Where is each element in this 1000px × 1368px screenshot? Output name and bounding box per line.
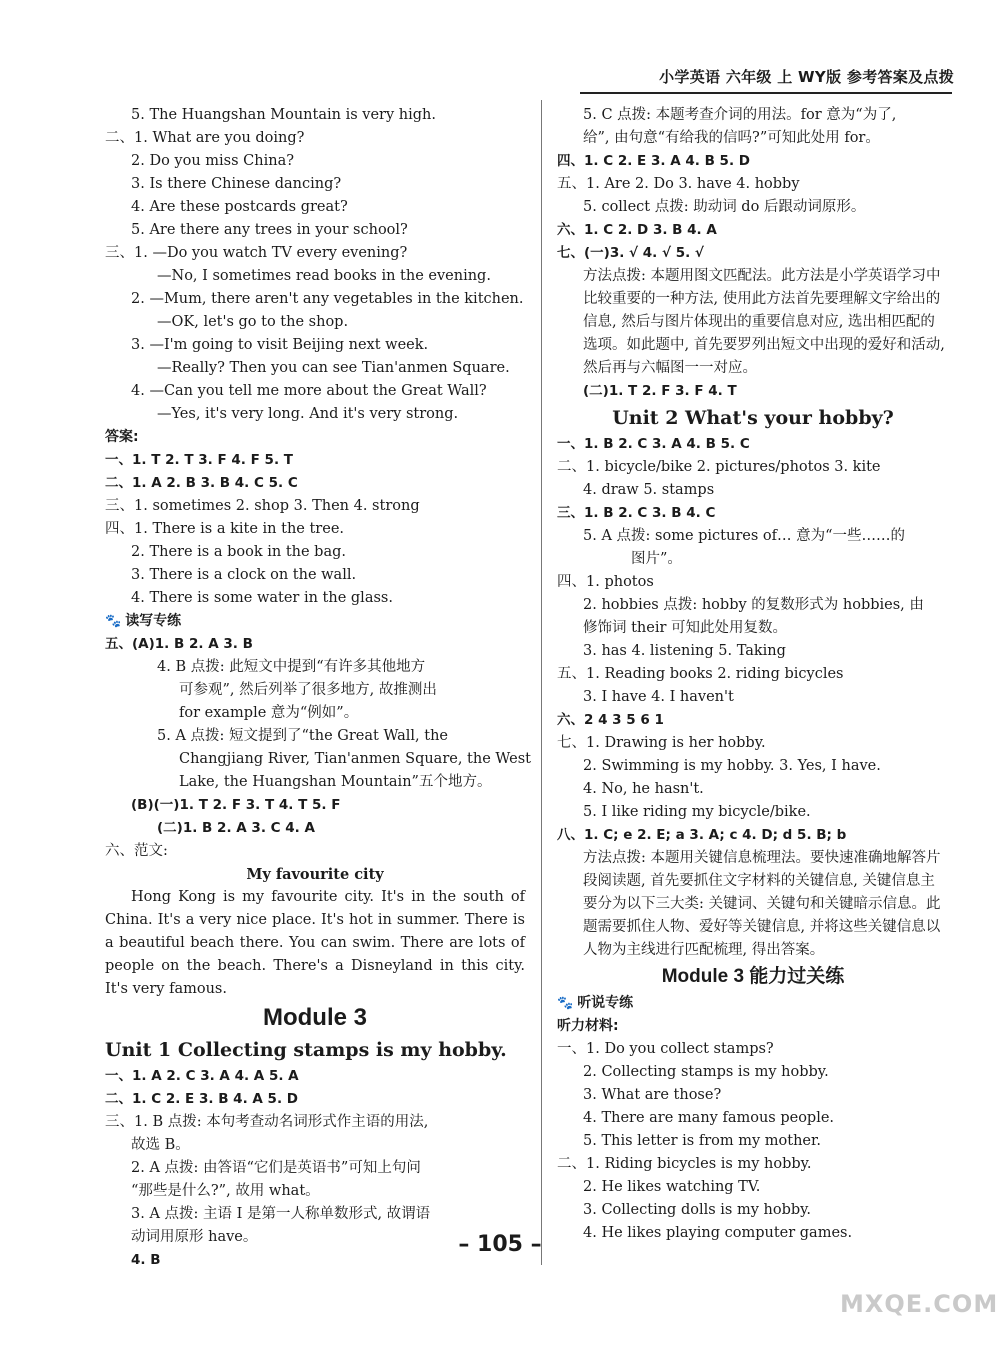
text-line: —OK, let's go to the shop. bbox=[157, 314, 349, 330]
unit1-line: “那些是什么?”, 故用 what。 bbox=[131, 1183, 320, 1199]
unit2-line: 2. hobbies 点拨: hobby 的复数形式为 hobbies, 由 bbox=[583, 597, 924, 613]
answer-line: 3. There is a clock on the wall. bbox=[131, 567, 357, 583]
text-line: 七、(一)3. √ 4. √ 5. √ bbox=[557, 245, 704, 261]
unit2-line: 修饰词 their 可知此处用复数。 bbox=[583, 620, 788, 636]
unit1-line: 三、1. B 点拨: 本句考查动名词形式作主语的用法, bbox=[105, 1114, 429, 1130]
reading-line: (二)1. B 2. A 3. C 4. A bbox=[157, 820, 315, 836]
unit2-line: 四、1. photos bbox=[557, 574, 654, 590]
listening-section-heading bbox=[557, 992, 949, 1015]
text-line: (二)1. T 2. F 3. F 4. T bbox=[583, 383, 737, 399]
essay-text: Hong Kong is my favourite city. It's in the south of China. It's a very nice place. It's hot in summer. There is a beautiful beach there. You can swim. There are lots of people on the beach. There's a Disneyland in this city. It's very famous. bbox=[105, 889, 525, 997]
left-column bbox=[105, 104, 531, 1272]
paw-icon: 🐾 bbox=[105, 614, 122, 629]
text-line: 二、1. What are you doing? bbox=[105, 130, 305, 146]
page-number: – 105 – bbox=[458, 1232, 542, 1257]
listening-line: 4. There are many famous people. bbox=[583, 1110, 835, 1126]
answer-line: 一、1. T 2. T 3. F 4. F 5. T bbox=[105, 452, 293, 468]
listening-line: 2. He likes watching TV. bbox=[583, 1179, 761, 1195]
reading-line: Lake, the Huangshan Mountain”五个地方。 bbox=[179, 774, 492, 790]
answer-line: 四、1. There is a kite in the tree. bbox=[105, 521, 345, 537]
text-line: —Really? Then you can see Tian'anmen Square. bbox=[157, 360, 510, 376]
column-divider bbox=[541, 100, 542, 1265]
text-line: 五、1. Are 2. Do 3. have 4. hobby bbox=[557, 176, 800, 192]
unit2-title: Unit 2 What's your hobby? bbox=[612, 407, 894, 429]
paw-icon: 🐾 bbox=[557, 996, 574, 1011]
unit2-line: 5. I like riding my bicycle/bike. bbox=[583, 804, 811, 820]
reading-line: 5. A 点拨: 短文提到了“the Great Wall, the bbox=[157, 728, 448, 744]
unit1-line: 动词用原形 have。 bbox=[131, 1229, 258, 1245]
text-line: 三、1. —Do you watch TV every evening? bbox=[105, 245, 408, 261]
text-line: 2. —Mum, there aren't any vegetables in the kitchen. bbox=[131, 291, 524, 307]
unit1-line: 二、1. C 2. E 3. B 4. A 5. D bbox=[105, 1091, 298, 1107]
reading-line: 六、范文: bbox=[105, 843, 168, 859]
reading-line: 可参观”, 然后列举了很多地方, 故推测出 bbox=[179, 682, 437, 698]
unit2-line: 3. I have 4. I haven't bbox=[583, 689, 734, 705]
text-line: 4. Are these postcards great? bbox=[131, 199, 348, 215]
unit1-line: 3. A 点拨: 主语 I 是第一人称单数形式, 故谓语 bbox=[131, 1206, 431, 1222]
unit1-line: 4. B bbox=[131, 1252, 161, 1268]
answers-label: 答案: bbox=[105, 429, 139, 445]
text-line: 六、1. C 2. D 3. B 4. A bbox=[557, 222, 717, 238]
unit2-line: 2. Swimming is my hobby. 3. Yes, I have. bbox=[583, 758, 881, 774]
unit1-title: Unit 1 Collecting stamps is my hobby. bbox=[105, 1039, 507, 1061]
answer-line: 4. There is some water in the glass. bbox=[131, 590, 393, 606]
essay-title: My favourite city bbox=[246, 866, 384, 883]
listening-line: 5. This letter is from my mother. bbox=[583, 1133, 821, 1149]
answer-line: 二、1. A 2. B 3. B 4. C 5. C bbox=[105, 475, 298, 491]
reading-line: (B)(一)1. T 2. F 3. T 4. T 5. F bbox=[131, 797, 341, 813]
text-line: —Yes, it's very long. And it's very strong. bbox=[157, 406, 459, 422]
unit2-line: 一、1. B 2. C 3. A 4. B 5. C bbox=[557, 436, 750, 452]
unit2-line: 5. A 点拨: some pictures of… 意为“一些……的 bbox=[583, 528, 906, 544]
unit2-line: 4. No, he hasn't. bbox=[583, 781, 704, 797]
module-practice-title: Module 3 能力过关练 bbox=[661, 966, 845, 987]
text-line: 5. Are there any trees in your school? bbox=[131, 222, 408, 238]
text-line: 4. —Can you tell me more about the Great Wall? bbox=[131, 383, 487, 399]
page-header: 小学英语 六年级 上 WY版 参考答案及点拨 bbox=[659, 68, 954, 86]
text-line: 3. —I'm going to visit Beijing next week. bbox=[131, 337, 429, 353]
unit1-line: 故选 B。 bbox=[131, 1137, 190, 1153]
listening-sub-label: 听力材料: bbox=[557, 1018, 619, 1034]
text-line: 给”, 由句意“有给我的信吗?”可知此处用 for。 bbox=[583, 130, 880, 146]
reading-line: 4. B 点拨: 此短文中提到“有许多其他地方 bbox=[157, 659, 426, 675]
listening-line: 3. Collecting dolls is my hobby. bbox=[583, 1202, 812, 1218]
listening-line: 4. He likes playing computer games. bbox=[583, 1225, 853, 1241]
listening-line: 一、1. Do you collect stamps? bbox=[557, 1041, 774, 1057]
header-rule bbox=[580, 92, 952, 94]
unit2-line: 八、1. C; e 2. E; a 3. A; c 4. D; d 5. B; b bbox=[557, 827, 847, 843]
reading-line: 五、(A)1. B 2. A 3. B bbox=[105, 636, 253, 652]
unit2-line: 4. draw 5. stamps bbox=[583, 482, 715, 498]
unit2-line: 七、1. Drawing is her hobby. bbox=[557, 735, 766, 751]
unit1-line: 2. A 点拨: 由答语“它们是英语书”可知上句问 bbox=[131, 1160, 421, 1176]
text-line: 5. The Huangshan Mountain is very high. bbox=[131, 107, 436, 123]
reading-line: for example 意为“例如”。 bbox=[179, 705, 359, 721]
unit2-line: 五、1. Reading books 2. riding bicycles bbox=[557, 666, 844, 682]
listening-label: 听说专练 bbox=[577, 995, 634, 1011]
unit2-line: 二、1. bicycle/bike 2. pictures/photos 3. kite bbox=[557, 459, 881, 475]
text-line: —No, I sometimes read books in the evening. bbox=[157, 268, 491, 284]
text-line: 四、1. C 2. E 3. A 4. B 5. D bbox=[557, 153, 750, 169]
watermark-text: MXQE.COM bbox=[840, 1290, 999, 1318]
right-column bbox=[557, 104, 949, 1245]
text-line: 3. Is there Chinese dancing? bbox=[131, 176, 342, 192]
text-line: 2. Do you miss China? bbox=[131, 153, 294, 169]
answer-line: 2. There is a book in the bag. bbox=[131, 544, 346, 560]
unit2-line: 三、1. B 2. C 3. B 4. C bbox=[557, 505, 716, 521]
reading-section-heading bbox=[105, 610, 525, 633]
unit1-line: 一、1. A 2. C 3. A 4. A 5. A bbox=[105, 1068, 299, 1084]
module-title: Module 3 bbox=[262, 1004, 367, 1031]
unit2-line: 图片”。 bbox=[631, 551, 682, 567]
method-tip: 方法点拨: 本题用图文匹配法。此方法是小学英语学习中比较重要的一种方法, 使用此方法首先要理解文字给出的信息, 然后与图片体现出的重要信息对应, 选出相匹配的选项。如此题中, 首先要罗列出短文中出现的爱好和活动, 然后再与六幅图一一对应。 bbox=[583, 268, 945, 376]
text-line: 5. collect 点拨: 助动词 do 后跟动词原形。 bbox=[583, 199, 866, 215]
method-tip: 方法点拨: 本题用关键信息梳理法。要快速准确地解答片段阅读题, 首先要抓住文字材料的关键信息, 关键信息主要分为以下三大类: 关键词、关键句和关键暗示信息。此题需要抓住人物、爱好等关键信息, 并将这些关键信息以人物为主线进行匹配梳理, 得出答案。 bbox=[583, 850, 941, 958]
unit2-line: 3. has 4. listening 5. Taking bbox=[583, 643, 786, 659]
reading-line: Changjiang River, Tian'anmen Square, the West bbox=[179, 751, 531, 767]
listening-line: 3. What are those? bbox=[583, 1087, 722, 1103]
unit2-line: 六、2 4 3 5 6 1 bbox=[557, 712, 664, 728]
listening-line: 二、1. Riding bicycles is my hobby. bbox=[557, 1156, 812, 1172]
answer-line: 三、1. sometimes 2. shop 3. Then 4. strong bbox=[105, 498, 420, 514]
text-line: 5. C 点拨: 本题考查介词的用法。for 意为“为了, bbox=[583, 107, 897, 123]
listening-line: 2. Collecting stamps is my hobby. bbox=[583, 1064, 829, 1080]
reading-label: 读写专练 bbox=[125, 613, 182, 629]
